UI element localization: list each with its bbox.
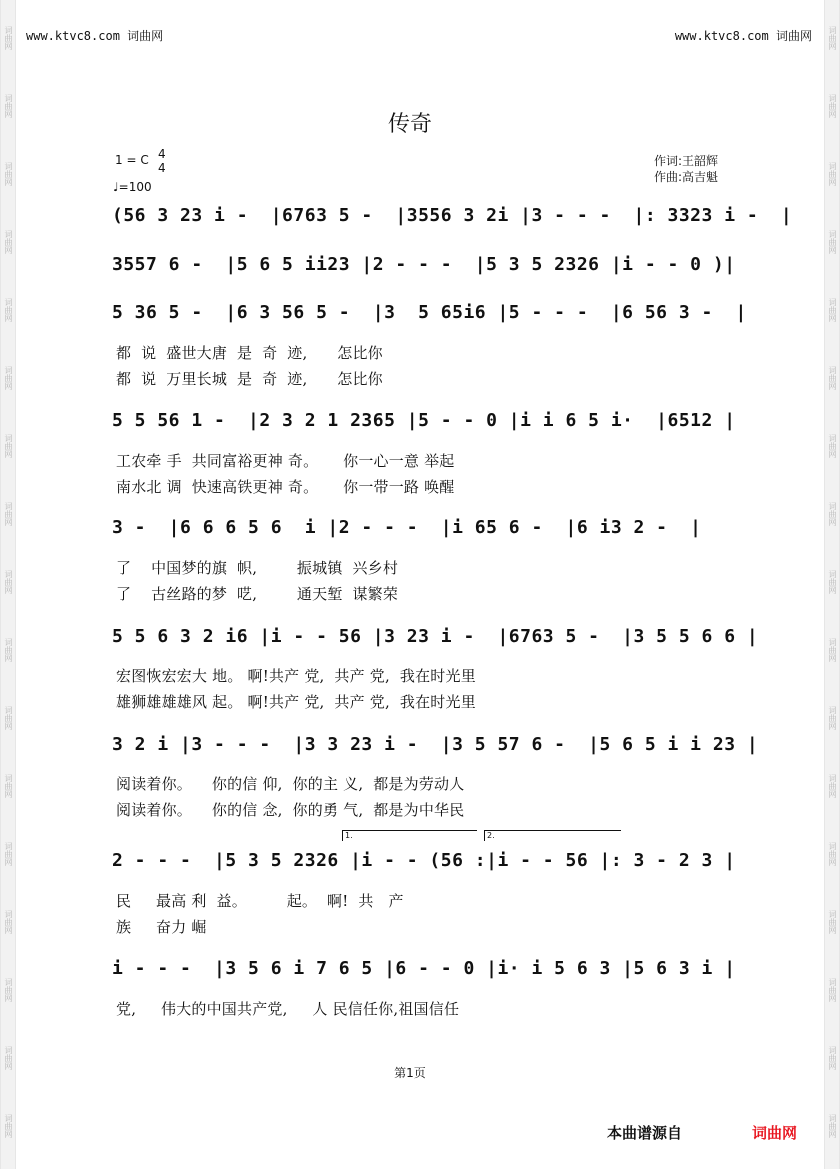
side-watermark-text: 词曲网: [4, 774, 13, 798]
side-watermark-text: 词曲网: [828, 94, 837, 118]
song-title: 传奇: [387, 112, 432, 137]
notation-line-7: 3 2 i |3 - - - |3 3 23 i - |3 5 57 6 - |5 6 5 i i 23 |: [112, 734, 759, 755]
lyric-line: 宏图恢宏宏大 地。 啊!共产 党, 共产 党, 我在时光里: [116, 667, 476, 685]
notation-line-4: 5 5 56 1 - |2 3 2 1 2365 |5 - - 0 |i i 6 5 i· |6512 |: [112, 410, 736, 431]
side-watermark-text: 词曲网: [4, 162, 13, 186]
side-watermark-text: 词曲网: [828, 162, 837, 186]
notation-line-8: 2 - - - |5 3 5 2326 |i - - (56 :|i - - 56 |: 3 - 2 3 |: [112, 850, 736, 871]
side-watermark-text: 词曲网: [828, 1046, 837, 1070]
key-signature: 1 = C: [115, 153, 149, 167]
side-watermark-text: 词曲网: [4, 570, 13, 594]
source-brand-link[interactable]: 词曲网: [752, 1124, 798, 1142]
lyric-line: 南水北 调 快速高铁更神 奇。 你一带一路 唤醒: [116, 478, 455, 496]
credits: [654, 153, 718, 185]
lyricist: 作词:王韶辉: [654, 154, 719, 168]
side-watermark-text: 词曲网: [4, 94, 13, 118]
side-watermark-text: 词曲网: [4, 638, 13, 662]
side-watermark-text: 词曲网: [828, 842, 837, 866]
side-watermark-text: 词曲网: [828, 1114, 837, 1138]
time-signature: [158, 147, 166, 175]
lyric-line: 族 奋力 崛: [116, 918, 207, 936]
lyric-line: 都 说 万里长城 是 奇 迹, 怎比你: [116, 370, 383, 388]
side-watermark-text: 词曲网: [4, 706, 13, 730]
tempo-marking: ♩=100: [113, 180, 152, 194]
time-signature-bottom: 4: [158, 161, 166, 175]
lyric-line: 了 古丝路的梦 呓, 通天堑 谋繁荣: [116, 585, 399, 603]
lyric-line: 都 说 盛世大唐 是 奇 迹, 怎比你: [116, 344, 383, 362]
side-watermark-text: 词曲网: [828, 434, 837, 458]
side-watermark-text: 词曲网: [4, 842, 13, 866]
site-brand: 词曲网: [775, 29, 812, 43]
site-brand: 词曲网: [127, 29, 164, 43]
site-url[interactable]: www.ktvc8.com: [26, 29, 120, 43]
source-label: 本曲谱源自: [607, 1124, 683, 1142]
side-watermark-text: 词曲网: [828, 502, 837, 526]
side-watermark-text: 词曲网: [828, 774, 837, 798]
site-url[interactable]: www.ktvc8.com: [674, 29, 769, 43]
left-watermark-strip: [0, 0, 16, 1169]
side-watermark-text: 词曲网: [4, 298, 13, 322]
side-watermark-text: 词曲网: [4, 978, 13, 1002]
side-watermark-text: 词曲网: [828, 706, 837, 730]
header-site-right[interactable]: [675, 27, 812, 44]
side-watermark-text: 词曲网: [4, 434, 13, 458]
side-watermark-text: 词曲网: [4, 1046, 13, 1070]
side-watermark-text: 词曲网: [828, 978, 837, 1002]
side-watermark-text: 词曲网: [828, 638, 837, 662]
side-watermark-text: 词曲网: [4, 230, 13, 254]
header-site-left[interactable]: [26, 27, 163, 44]
notation-line-1: (56 3 23 i - |6763 5 - |3556 3 2i |3 - - - |: 3323 i - |: [112, 205, 793, 226]
notation-line-2: 3557 6 - |5 6 5 ii23 |2 - - - |5 3 5 2326 |i - - 0 )|: [112, 254, 736, 275]
side-watermark-text: 词曲网: [4, 26, 13, 50]
volta-second-ending: 2.: [484, 830, 621, 841]
side-watermark-text: 词曲网: [828, 26, 837, 50]
side-watermark-text: 词曲网: [4, 366, 13, 390]
composer: 作曲:高吉魁: [654, 170, 719, 184]
lyric-line: 工农牵 手 共同富裕更神 奇。 你一心一意 举起: [116, 452, 455, 470]
notation-line-6: 5 5 6 3 2 i6 |i - - 56 |3 23 i - |6763 5 - |3 5 5 6 6 |: [112, 626, 759, 647]
lyric-line: 阅读着你。 你的信 仰, 你的主 义, 都是为劳动人: [116, 775, 465, 793]
lyric-line: 了 中国梦的旗 帜, 振城镇 兴乡村: [116, 559, 399, 577]
side-watermark-text: 词曲网: [4, 502, 13, 526]
side-watermark-text: 词曲网: [828, 910, 837, 934]
notation-line-5: 3 - |6 6 6 5 6 i |2 - - - |i 65 6 - |6 i3 2 - |: [112, 517, 702, 538]
right-watermark-strip: [824, 0, 840, 1169]
side-watermark-text: 词曲网: [828, 230, 837, 254]
side-watermark-text: 词曲网: [828, 570, 837, 594]
notation-line-3: 5 36 5 - |6 3 56 5 - |3 5 65i6 |5 - - - |6 56 3 - |: [112, 302, 747, 323]
side-watermark-text: 词曲网: [4, 910, 13, 934]
volta-first-ending: 1.: [342, 830, 477, 841]
lyric-line: 雄狮雄雄雄风 起。 啊!共产 党, 共产 党, 我在时光里: [116, 693, 476, 711]
side-watermark-text: 词曲网: [828, 366, 837, 390]
page-number: 第1页: [394, 1066, 426, 1080]
lyric-line: 阅读着你。 你的信 念, 你的勇 气, 都是为中华民: [116, 801, 465, 819]
notation-line-9: i - - - |3 5 6 i 7 6 5 |6 - - 0 |i· i 5 6 3 |5 6 3 i |: [112, 958, 736, 979]
lyric-line: 党, 伟大的中国共产党, 人 民信任你,祖国信任: [116, 1000, 460, 1018]
lyric-line: 民 最高 利 益。 起。 啊! 共 产: [116, 892, 404, 910]
side-watermark-text: 词曲网: [4, 1114, 13, 1138]
side-watermark-text: 词曲网: [828, 298, 837, 322]
time-signature-top: 4: [158, 147, 166, 161]
